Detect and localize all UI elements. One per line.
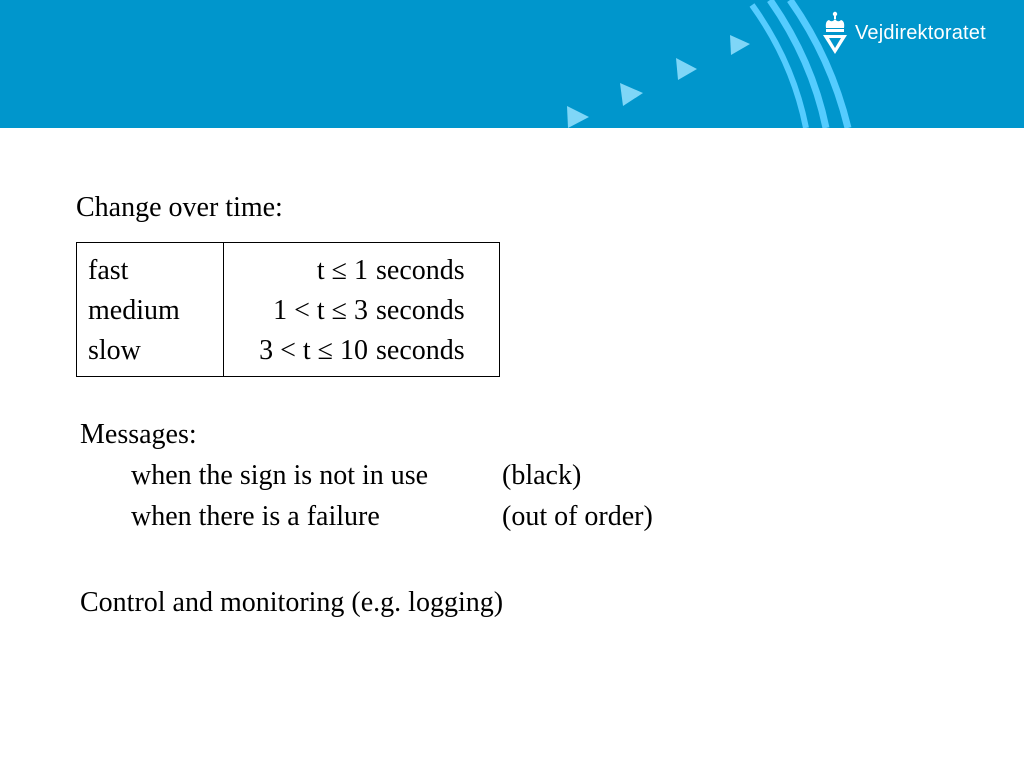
speed-name: slow xyxy=(77,331,224,377)
message-item xyxy=(80,496,653,537)
speed-unit: seconds xyxy=(376,335,465,366)
message-text: when the sign is not in use xyxy=(131,460,429,491)
speed-name: fast xyxy=(77,243,224,292)
speed-range: 1 < t ≤ 3 xyxy=(273,295,368,326)
control-text: Control and monitoring (e.g. logging) xyxy=(80,587,504,618)
speed-row xyxy=(77,243,500,292)
crown-shield-icon xyxy=(820,10,850,56)
arrow-marker xyxy=(567,106,589,128)
arrow-marker xyxy=(730,35,750,55)
message-note: (black) xyxy=(502,460,582,491)
section-heading: Change over time: xyxy=(76,192,283,223)
arrow-marker xyxy=(620,83,643,106)
arc-stripe xyxy=(770,0,826,128)
brand-logo xyxy=(820,8,986,58)
speed-row xyxy=(77,331,500,377)
speed-table xyxy=(76,242,500,377)
message-note: (out of order) xyxy=(502,501,653,532)
speed-unit: seconds xyxy=(376,255,465,286)
speed-unit: seconds xyxy=(376,295,465,326)
speed-range: 3 < t ≤ 10 xyxy=(259,335,368,366)
brand-name: Vejdirektoratet xyxy=(855,21,986,44)
messages-section xyxy=(80,414,653,537)
speed-range: t ≤ 1 xyxy=(316,255,368,286)
message-text: when there is a failure xyxy=(131,501,380,532)
header-banner xyxy=(0,0,1024,128)
message-item xyxy=(80,455,653,496)
speed-name: medium xyxy=(77,291,224,331)
speed-row xyxy=(77,291,500,331)
arrow-marker xyxy=(676,58,697,80)
messages-label: Messages: xyxy=(80,419,197,450)
arc-stripe xyxy=(752,5,806,128)
